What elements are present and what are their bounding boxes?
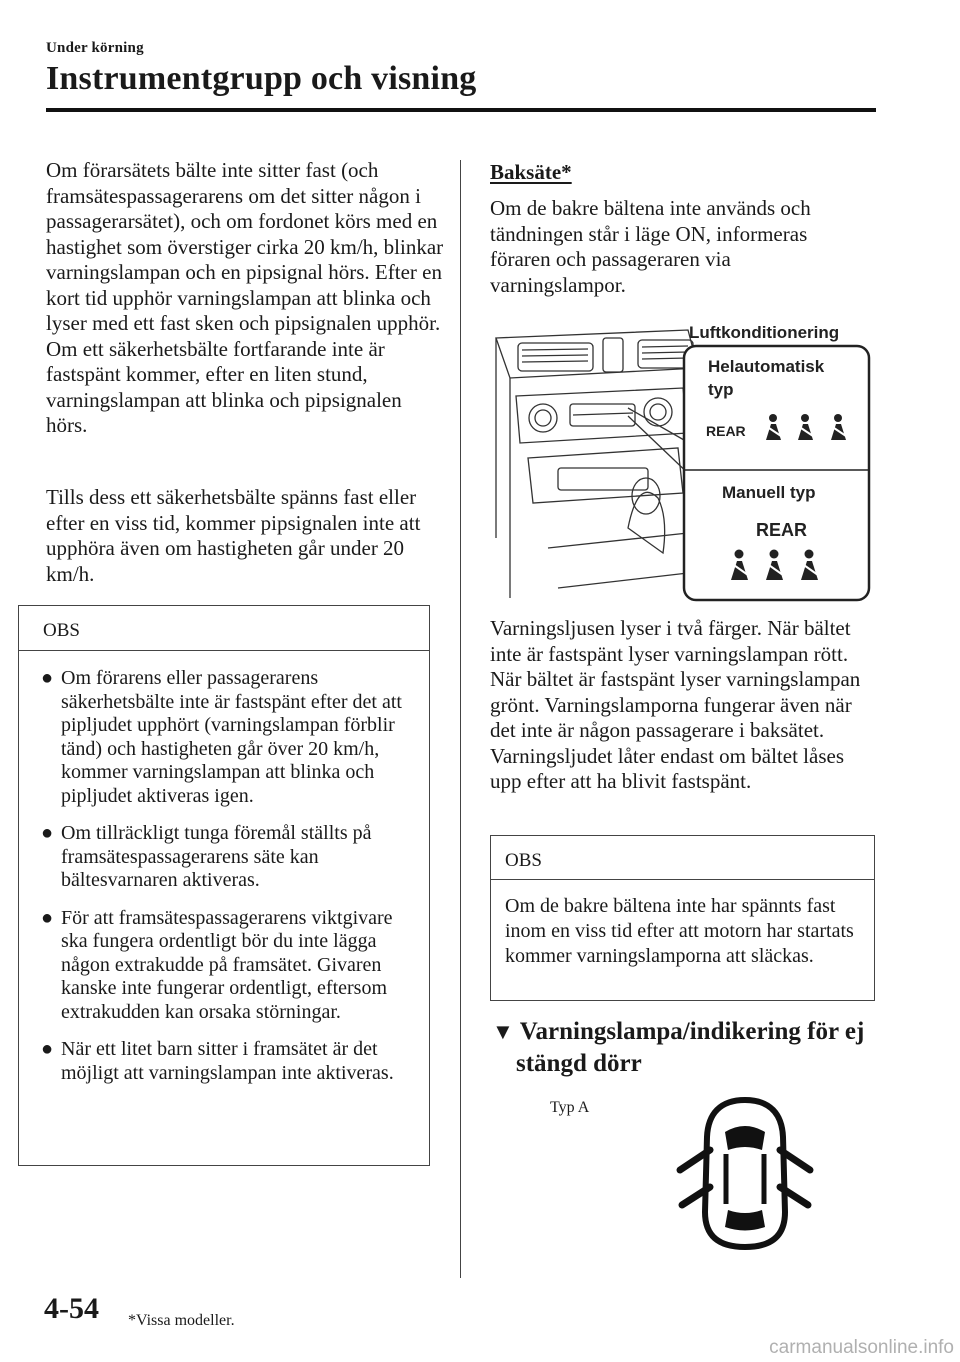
- type-a-label: Typ A: [550, 1099, 590, 1116]
- bullet-icon: ●: [41, 667, 54, 689]
- auto-type-label-2: typ: [708, 380, 734, 399]
- auto-rear-label: REAR: [706, 423, 746, 439]
- triangle-down-icon: ▼: [492, 1019, 514, 1044]
- manual-type-label: Manuell typ: [722, 483, 816, 502]
- subheading-rear-seat: Baksäte*: [490, 160, 572, 184]
- note-box-right: [490, 835, 875, 1001]
- note-item-text: Om tillräckligt tunga föremål ställts på framsätespassagerarens säte kan bältesvarnaren aktiveras.: [61, 822, 372, 891]
- note-body: Om de bakre bältena inte har spännts fast inom en viss tid efter att motorn har startats kommer varningslamporna att släckas.: [505, 895, 854, 967]
- note-item: [41, 667, 421, 808]
- column-divider: [460, 160, 461, 1278]
- section-label: Under körning: [46, 40, 144, 56]
- auto-type-label-1: Helautomatisk: [708, 357, 825, 376]
- open-door-car-icon: [670, 1092, 820, 1252]
- callout-label: Luftkonditionering: [689, 323, 840, 342]
- note-item: [41, 822, 421, 893]
- left-paragraph-2: Tills dess ett säkerhetsbälte spänns fast eller efter en viss tid, kommer pipsignalen inte att upphöra även om hastigheten går under 20 km/h.: [46, 485, 421, 586]
- right-paragraph-1: Om de bakre bältena inte används och tändningen står i läge ON, informeras föraren och passageraren via varningslampor.: [490, 196, 811, 297]
- note-item-text: För att framsätespassagerarens viktgivare ska fungera ordentligt bör du inte lägga någon extrakudde på framsätet. Givaren kanske inte fungerar ordentligt, eftersom extrakudden kan orsaka störningar.: [61, 906, 393, 1023]
- note-heading: OBS: [491, 836, 874, 880]
- note-item: [41, 1038, 421, 1085]
- dashboard-illustration: [488, 318, 873, 603]
- section-heading-line-1: Varningslampa/indikering för ej: [519, 1018, 865, 1045]
- page-number: 4-54: [44, 1292, 99, 1325]
- page-title: Instrumentgrupp och visning: [46, 60, 477, 97]
- section-heading-door-warning: [492, 1016, 877, 1080]
- left-paragraph-1: Om förarsätets bälte inte sitter fast (och framsätespassagerarens om det sitter någon i passagerarsätet), och om fordonet körs med en hastighet som överstiger cirka 20 km/h, blinkar varningslampan och en pipsignal hörs. Efter en kort tid upphör varningslampan att blinka och lyser med ett fast sken och pipsignalen upphör. Om ett säkerhetsbälte fortfarande inte är fastspänt kommer, efter en liten stund, varningslampan att blinka och pipsignalen hörs.: [46, 158, 444, 437]
- section-heading-line-2: stängd dörr: [516, 1050, 642, 1077]
- bullet-icon: ●: [41, 1038, 54, 1060]
- title-rule: [46, 108, 876, 112]
- bullet-icon: ●: [41, 906, 54, 929]
- note-item: [41, 907, 421, 1025]
- note-item-text: Om förarens eller passagerarens säkerhetsbälte inte är fastspänt efter det att pipljudet upphört (varningslampan förblir tänd) och hastigheten går över 20 km/h, kommer varningslampan att blinka och pipljudet aktiveras igen.: [61, 667, 402, 807]
- note-heading: OBS: [19, 606, 429, 651]
- note-item-text: När ett litet barn sitter i framsätet är det möjligt att varningslampan inte aktiveras.: [61, 1038, 394, 1084]
- bullet-icon: ●: [41, 822, 54, 844]
- footnote: *Vissa modeller.: [128, 1312, 235, 1329]
- note-box-left: [18, 605, 430, 1166]
- watermark: carmanualsonline.info: [769, 1337, 954, 1358]
- manual-rear-label: REAR: [756, 520, 808, 540]
- right-paragraph-2: Varningsljusen lyser i två färger. När bältet inte är fastspänt lyser varningslampan rött. När bältet är fastspänt lyser varningslampan grönt. Varningslamporna fungerar även när det inte är någon passagerare i baksätet. Varningsljudet låter endast om bältet låses upp efter att ha blivit fastspänt.: [490, 616, 861, 793]
- note-list: [19, 651, 429, 1085]
